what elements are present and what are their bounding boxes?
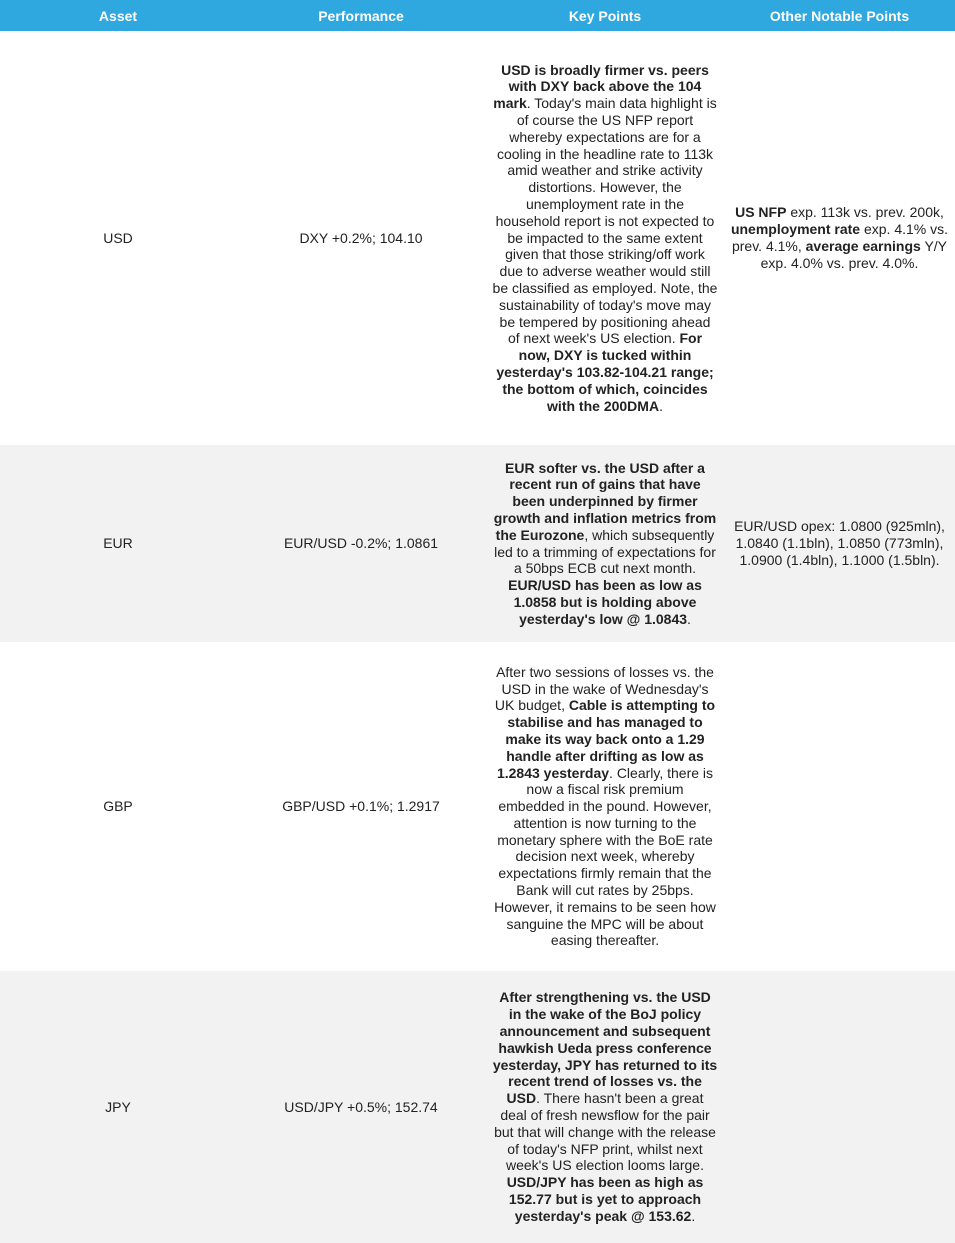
header-row: [0, 0, 955, 31]
bold-text: EUR/USD has been as low as 1.0858 but is holding above yesterday's low @ 1.0843: [508, 577, 702, 627]
table-row: [0, 31, 955, 445]
asset-cell: USD: [103, 229, 133, 246]
asset-cell: EUR: [0, 445, 236, 642]
bold-text: average earnings: [805, 238, 921, 254]
performance-cell: USD/JPY +0.5%; 152.74: [236, 971, 486, 1243]
table-row: [0, 445, 955, 642]
header-key-points: Key Points: [486, 0, 724, 31]
table-row: [0, 642, 955, 971]
bold-text: For now, DXY is tucked within yesterday's 103.82-104.21 range; the bottom of which, coincides with the 200DMA: [496, 330, 714, 414]
key-points-cell: After strengthening vs. the USD in the wake of the BoJ policy announcement and subsequent hawkish Ueda press conference yesterday, JPY has returned to its recent trend of losses vs. the USD. There hasn't been a great deal of fresh newsflow for the pair but that will change with the release of today's NFP print, whilst next week's US election looms large. USD/JPY has been as high as 152.77 but is yet to approach yesterday's peak @ 153.62.: [486, 971, 724, 1243]
other-notable-points-cell: EUR/USD opex: 1.0800 (925mln), 1.0840 (1.1bln), 1.0850 (773mln), 1.0900 (1.4bln), 1.1000 (1.5bln).: [724, 445, 955, 642]
header-other-notable-points: Other Notable Points: [724, 0, 955, 31]
other-notable-points-cell: US NFP exp. 113k vs. prev. 200k, unemployment rate exp. 4.1% vs. prev. 4.1%, average earnings Y/Y exp. 4.0% vs. prev. 4.0%.: [730, 204, 949, 271]
key-points-cell: EUR softer vs. the USD after a recent run of gains that have been underpinned by firmer growth and inflation metrics from the Eurozone, which subsequently led to a trimming of expectations for a 50bps ECB cut next month. EUR/USD has been as low as 1.0858 but is holding above yesterday's low @ 1.0843.: [486, 445, 724, 642]
asset-cell: JPY: [0, 971, 236, 1243]
asset-cell: GBP: [103, 798, 133, 815]
bold-text: US NFP: [735, 204, 787, 221]
bold-text: Cable is attempting to stabilise and has managed to make its way back onto a 1.29 handle after drifting as low as 1.2843 yesterday: [496, 697, 716, 781]
bold-text: EUR softer vs. the USD after a recent run of gains that have been underpinned by firmer growth and inflation metrics from the Eurozone: [493, 459, 717, 543]
key-points-cell: After two sessions of losses vs. the USD in the wake of Wednesday's UK budget, Cable is attempting to stabilise and has managed to make its way back onto a 1.29 handle after drifting as low as 1.2843 yesterday. Clearly, there is now a fiscal risk premium embedded in the pound. However, attention is now turning to the monetary sphere with the BoE rate decision next week, whereby expectations firmly remain that the Bank will cut rates by 25bps. However, it remains to be seen how sanguine the MPC will be about easing thereafter.: [494, 663, 716, 949]
bold-text: USD/JPY has been as high as 152.77 but is yet to approach yesterday's peak @ 153.62: [506, 1174, 704, 1224]
performance-cell: EUR/USD -0.2%; 1.0861: [236, 445, 486, 642]
other-notable-points-cell: [724, 971, 955, 1243]
bold-text: unemployment rate: [730, 221, 861, 238]
key-points-cell: USD is broadly firmer vs. peers with DXY back above the 104 mark. Today's main data highlight is of course the US NFP report whereby expectations are for a cooling in the headline rate to 113k amid weather and strike activity distortions. However, the unemployment rate in the household report is not expected to be impacted to the same extent given that those striking/off work due to adverse weather would still be classified as employed. Note, the sustainability of today's move may be tempered by positioning ahead of next week's US election. For now, DXY is tucked within yesterday's 103.82-104.21 range; the bottom of which, coincides with the 200DMA.: [492, 61, 718, 414]
bold-text: USD is broadly firmer vs. peers with DXY back above the 104 mark: [493, 61, 709, 112]
other-notable-points-cell: [724, 642, 955, 971]
bold-text: After strengthening vs. the USD in the wake of the BoJ policy announcement and subsequent hawkish Ueda press conference yesterday, JPY has returned to its recent trend of losses vs. the USD: [492, 989, 718, 1107]
table-row: [0, 971, 955, 1243]
performance-cell: GBP/USD +0.1%; 1.2917: [282, 798, 440, 815]
header-performance: Performance: [236, 0, 486, 31]
header-asset: Asset: [0, 0, 236, 31]
performance-cell: DXY +0.2%; 104.10: [299, 229, 423, 246]
